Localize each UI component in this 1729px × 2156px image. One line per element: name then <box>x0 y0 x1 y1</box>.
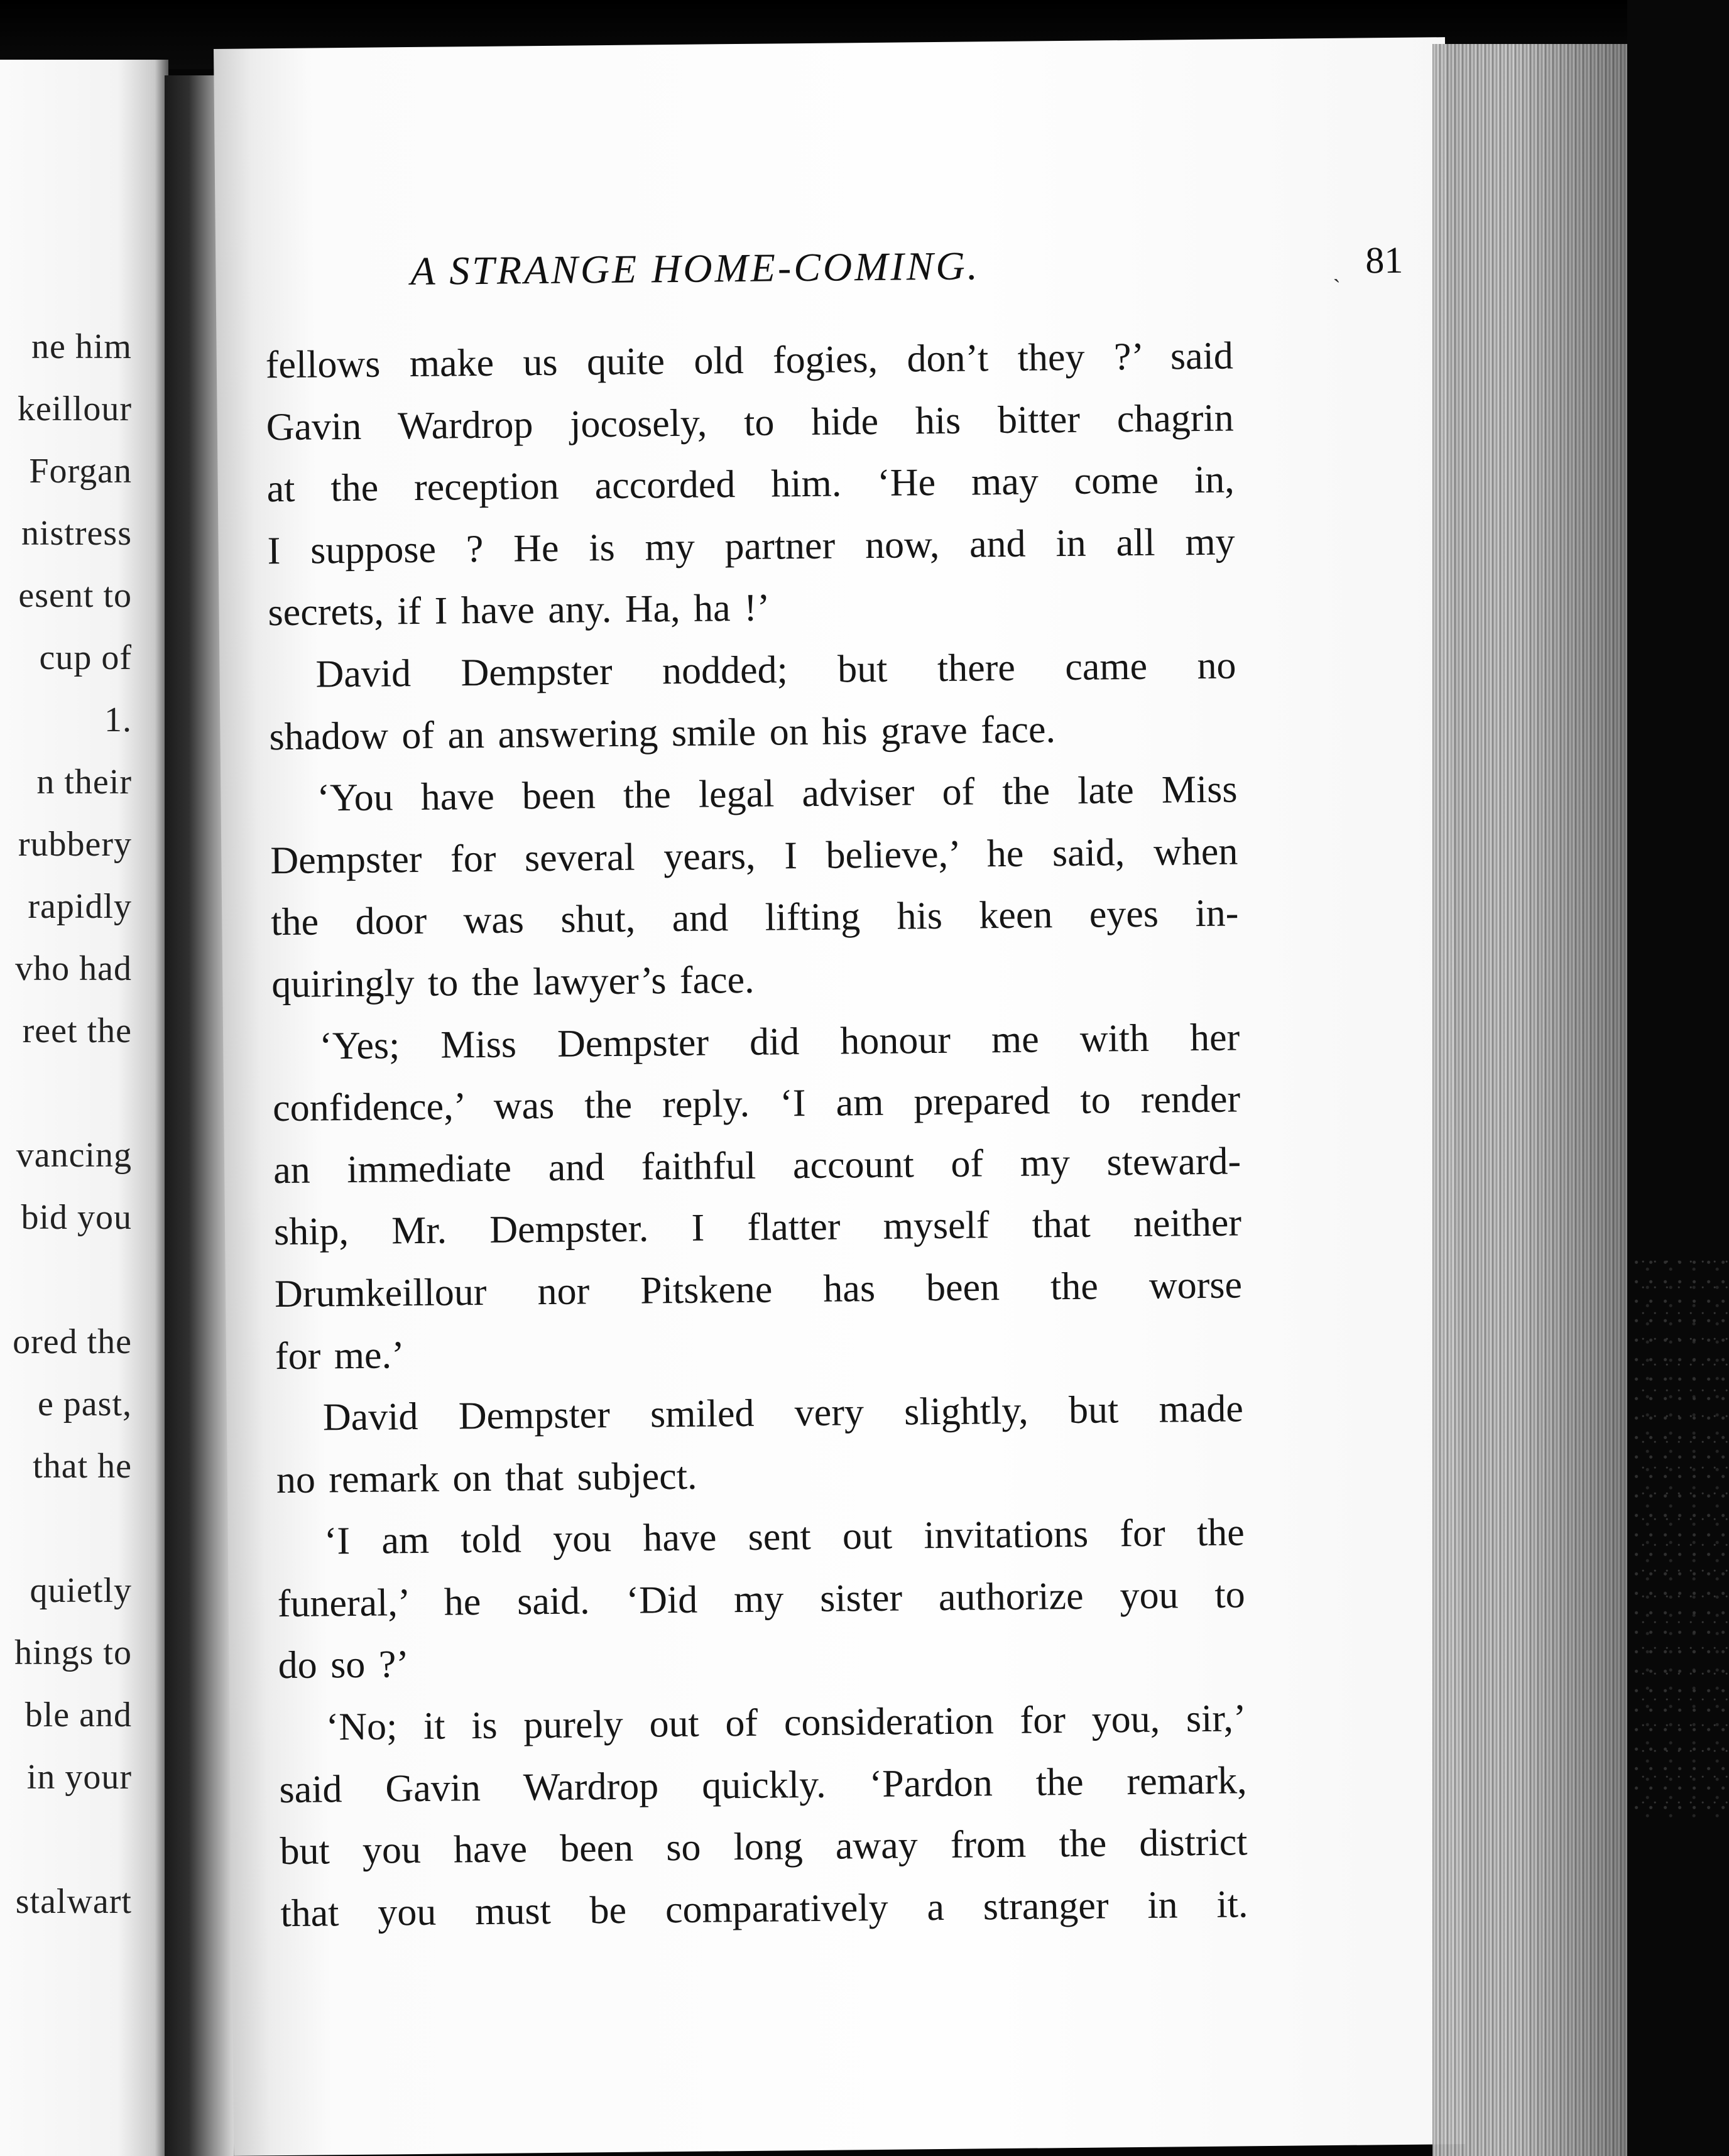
body-text <box>265 325 1248 1944</box>
print-mark: ˎ <box>1333 257 1341 283</box>
text-line: funeral,’ he said. ‘Did my sister authorize you to <box>277 1573 1246 1626</box>
page-number: 81 <box>1365 239 1404 281</box>
facing-page-fragment: vho had <box>15 949 132 988</box>
facing-page-fragment: esent to <box>18 576 132 615</box>
facing-page-fragment: ored the <box>13 1322 132 1361</box>
text-line: secrets, if I have any. Ha, ha !’ <box>268 586 770 634</box>
facing-page-fragment: rapidly <box>28 887 132 926</box>
facing-page-fragment: vancing <box>16 1136 132 1175</box>
facing-page-fragment: in your <box>26 1758 132 1797</box>
facing-page-fragment: n their <box>36 763 132 802</box>
text-line: ‘Yes; Miss Dempster did honour me with her <box>319 1015 1240 1067</box>
text-line: David Dempster nodded; but there came no <box>315 644 1236 696</box>
text-line: Drumkeillour nor Pitskene has been the worse <box>274 1263 1243 1316</box>
text-line: I suppose ? He is my partner now, and in all my <box>267 520 1235 572</box>
facing-page-fragment: that he <box>33 1447 132 1486</box>
text-line: ‘You have been the legal adviser of the late Miss <box>317 768 1238 820</box>
text-line: fellows make us quite old fogies, don’t they ?’ said <box>265 334 1234 387</box>
facing-page-fragment: reet the <box>22 1011 132 1050</box>
text-line: shadow of an answering smile on his grave face. <box>269 707 1056 758</box>
facing-page-fragment: e past, <box>37 1385 132 1424</box>
text-line: ship, Mr. Dempster. I flatter myself that neither <box>273 1201 1242 1254</box>
facing-page-fragment: rubbery <box>18 825 132 864</box>
page-header <box>410 239 1404 305</box>
text-line: the door was shut, and lifting his keen eyes in- <box>271 891 1239 944</box>
text-line: an immediate and faithful account of my steward- <box>273 1140 1241 1192</box>
facing-page-fragment: nistress <box>21 514 132 553</box>
text-line: ‘No; it is purely out of consideration for you, sir,’ <box>325 1697 1246 1749</box>
page-81 <box>214 37 1465 2156</box>
text-line: quiringly to the lawyer’s face. <box>271 958 755 1006</box>
facing-page-fragment: Forgan <box>29 452 132 491</box>
facing-page-fragment: quietly <box>30 1571 132 1610</box>
scanner-background-right <box>1627 0 1729 2156</box>
facing-page-fragment: hings to <box>14 1633 132 1672</box>
facing-page-fragment: keillour <box>17 389 132 428</box>
facing-page-fragment: 1. <box>104 700 132 739</box>
facing-page-fragment: cup of <box>39 638 132 677</box>
text-line: Gavin Wardrop jocosely, to hide his bitter chagrin <box>266 396 1235 449</box>
running-head: A STRANGE HOME-COMING. <box>410 243 981 294</box>
fore-edge-shading <box>1432 44 1634 2156</box>
text-line: said Gavin Wardrop quickly. ‘Pardon the remark, <box>279 1758 1247 1811</box>
text-line: Dempster for several years, I believe,’ he said, when <box>270 830 1238 882</box>
facing-page-fragment: stalwart <box>15 1882 132 1921</box>
text-line: ‘I am told you have sent out invitations for the <box>324 1511 1245 1563</box>
text-line: no remark on that subject. <box>276 1454 697 1501</box>
text-line: that you must be comparatively a stranger in it. <box>280 1883 1248 1935</box>
text-line: confidence,’ was the reply. ‘I am prepared to render <box>272 1077 1241 1130</box>
text-line: but you have been so long away from the district <box>280 1821 1248 1873</box>
text-line: at the reception accorded him. ‘He may come in, <box>266 458 1235 511</box>
facing-page-fragment: ble and <box>25 1696 132 1734</box>
text-line: for me.’ <box>275 1333 405 1378</box>
facing-page-left <box>0 60 168 2156</box>
text-line: David Dempster smiled very slightly, but made <box>322 1387 1244 1439</box>
facing-page-fragment: ne him <box>31 327 132 366</box>
text-line: do so ?’ <box>278 1643 410 1687</box>
scanner-background-texture <box>1634 1256 1729 1822</box>
facing-page-fragment: bid you <box>21 1198 132 1237</box>
